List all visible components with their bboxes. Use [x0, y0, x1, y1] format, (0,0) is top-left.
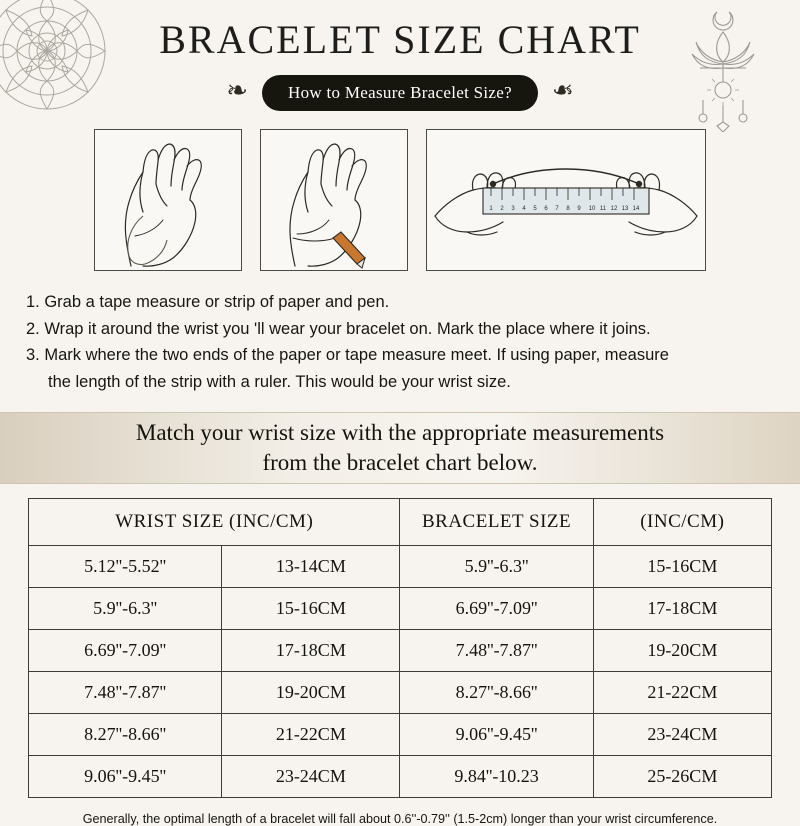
svg-text:10: 10: [588, 206, 596, 212]
cell-wrist-inch: 7.48''-7.87'': [29, 671, 222, 713]
cell-bracelet-cm: 15-16CM: [593, 545, 771, 587]
cell-wrist-inch: 5.12''-5.52'': [29, 545, 222, 587]
size-table-body: [29, 545, 772, 797]
svg-text:9: 9: [577, 206, 581, 212]
hand-with-paper-strip-illustration: [260, 129, 408, 271]
svg-text:5: 5: [533, 206, 537, 212]
cell-bracelet-inch: 9.06''-9.45'': [400, 713, 593, 755]
flourish-left-icon: ❧: [226, 76, 249, 105]
svg-text:7: 7: [555, 206, 559, 212]
instruction-step-1: 1. Grab a tape measure or strip of paper and pen.: [26, 293, 390, 311]
table-row: [29, 545, 772, 587]
cell-bracelet-inch: 6.69''-7.09'': [400, 587, 593, 629]
cell-bracelet-cm: 19-20CM: [593, 629, 771, 671]
cell-bracelet-inch: 7.48''-7.87'': [400, 629, 593, 671]
table-row: [29, 671, 772, 713]
header-bracelet-units: (INC/CM): [593, 498, 771, 545]
instruction-step-2: 2. Wrap it around the wrist you 'll wear your bracelet on. Mark the place where it joins.: [26, 319, 651, 338]
cell-wrist-cm: 15-16CM: [222, 587, 400, 629]
match-size-banner: [0, 412, 800, 484]
svg-text:14: 14: [632, 206, 640, 212]
cell-wrist-cm: 21-22CM: [222, 713, 400, 755]
header-wrist-size: WRIST SIZE (INC/CM): [29, 498, 400, 545]
table-row: [29, 755, 772, 797]
cell-wrist-inch: 8.27''-8.66'': [29, 713, 222, 755]
banner-line-1: Match your wrist size with the appropriate measurements: [135, 420, 665, 446]
instruction-step-3-continued: the length of the strip with a ruler. This would be your wrist size.: [48, 373, 511, 392]
svg-text:11: 11: [599, 206, 607, 212]
cell-bracelet-inch: 5.9''-6.3'': [400, 545, 593, 587]
cell-bracelet-cm: 17-18CM: [593, 587, 771, 629]
cell-bracelet-cm: 21-22CM: [593, 671, 771, 713]
cell-bracelet-inch: 8.27''-8.66'': [400, 671, 593, 713]
table-row: [29, 713, 772, 755]
size-table: [28, 498, 772, 798]
cell-bracelet-inch: 9.84''-10.23: [400, 755, 593, 797]
size-table-head: [29, 498, 772, 545]
flourish-right-icon: ❧: [551, 76, 574, 105]
hand-with-string-illustration: [94, 129, 242, 271]
table-row: [29, 587, 772, 629]
subtitle-badge: How to Measure Bracelet Size?: [262, 75, 538, 111]
svg-text:8: 8: [566, 206, 570, 212]
svg-text:1: 1: [489, 206, 493, 212]
banner-line-2: from the bracelet chart below.: [262, 449, 538, 475]
footnote: Generally, the optimal length of a bracelet will fall about 0.6''-0.79'' (1.5-2cm) longer than your wrist circumference.: [82, 811, 718, 826]
svg-text:13: 13: [621, 206, 629, 212]
cell-wrist-cm: 19-20CM: [222, 671, 400, 713]
svg-text:4: 4: [522, 206, 526, 212]
header-bracelet-size: BRACELET SIZE: [400, 498, 593, 545]
cell-wrist-cm: 23-24CM: [222, 755, 400, 797]
table-header-row: [29, 498, 772, 545]
svg-text:2: 2: [500, 206, 504, 212]
instructions-list: [26, 289, 774, 396]
cell-wrist-inch: 9.06''-9.45'': [29, 755, 222, 797]
cell-wrist-cm: 13-14CM: [222, 545, 400, 587]
size-table-wrapper: [28, 498, 772, 798]
cell-wrist-inch: 5.9''-6.3'': [29, 587, 222, 629]
page-title: BRACELET SIZE CHART: [159, 17, 641, 62]
subtitle-row: [0, 75, 800, 111]
cell-bracelet-cm: 25-26CM: [593, 755, 771, 797]
svg-text:3: 3: [511, 206, 515, 212]
instruction-step-3: 3. Mark where the two ends of the paper or tape measure meet. If using paper, measure: [26, 346, 669, 365]
table-row: [29, 629, 772, 671]
cell-bracelet-cm: 23-24CM: [593, 713, 771, 755]
hands-measuring-with-ruler-illustration: [426, 129, 706, 271]
cell-wrist-cm: 17-18CM: [222, 629, 400, 671]
svg-text:6: 6: [544, 206, 548, 212]
illustration-row: [0, 129, 800, 271]
svg-text:12: 12: [610, 206, 618, 212]
cell-wrist-inch: 6.69''-7.09'': [29, 629, 222, 671]
